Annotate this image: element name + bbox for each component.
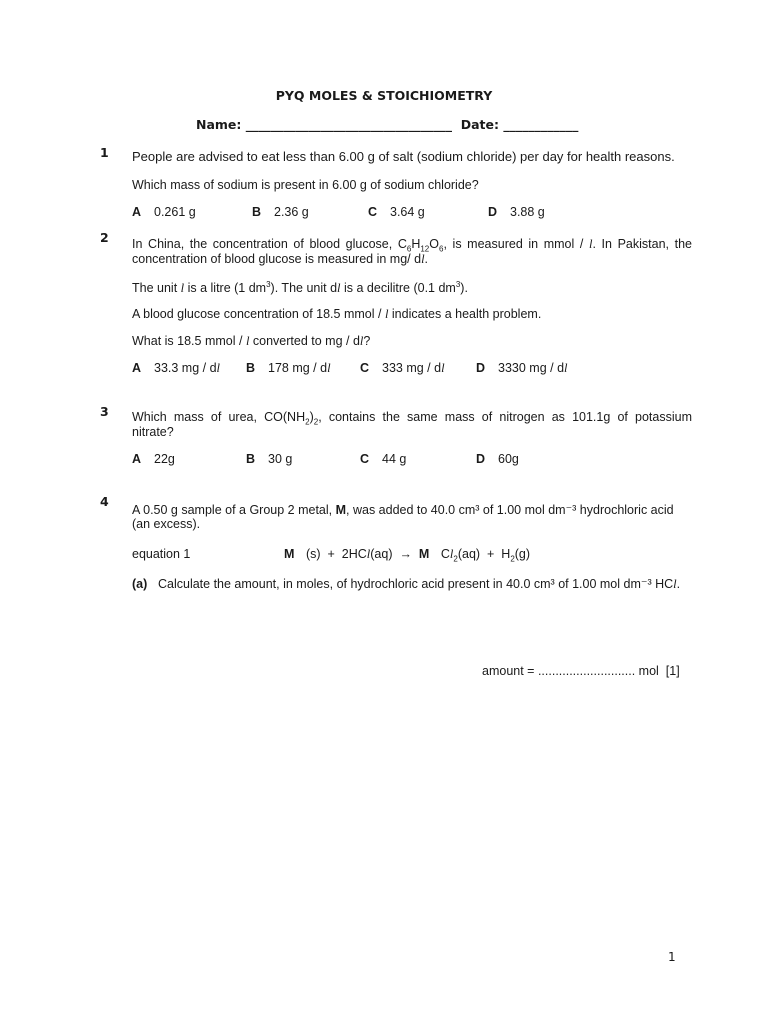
option-text: 0.261 g xyxy=(154,205,196,219)
option-letter: A xyxy=(132,361,142,375)
question-text: Which mass of sodium is present in 6.00 g of sodium chloride? xyxy=(132,178,479,192)
option-d xyxy=(488,205,545,219)
option-letter: C xyxy=(360,361,370,375)
name-label: Name: xyxy=(196,117,242,132)
date-label: Date: xyxy=(460,117,499,132)
option-text: 3.64 g xyxy=(390,205,425,219)
option-letter: C xyxy=(368,205,378,219)
option-text: 3.88 g xyxy=(510,205,545,219)
question-text: A 0.50 g sample of a Group 2 metal, M, was added to 40.0 cm³ of 1.00 mol dm⁻³ hydrochloric acid xyxy=(132,503,674,517)
option-b xyxy=(252,205,309,219)
answer-line: amount = ............................ mol [1] xyxy=(482,664,680,678)
option-a: A 33.3 mg / dl xyxy=(132,361,221,375)
option-letter: D xyxy=(476,361,486,375)
question-text: (an excess). xyxy=(132,517,201,531)
question-text: The unit l is a litre (1 $dm^3$). The unit dl is a decilitre (0.1 $dm^3$). xyxy=(132,280,468,296)
option-d: D 3330 mg / dl xyxy=(476,361,568,375)
question-text: nitrate? xyxy=(132,425,174,439)
option-b: B 30 g xyxy=(246,452,293,466)
question-number: 1 xyxy=(100,145,109,160)
page-number: 1 xyxy=(668,950,676,964)
option-c xyxy=(368,205,425,219)
question-number: 3 xyxy=(100,404,109,419)
option-c: C 44 g xyxy=(360,452,407,466)
option-letter: B xyxy=(246,361,256,375)
option-a: A 22g xyxy=(132,452,175,466)
question-number: 4 xyxy=(100,494,109,509)
chemical-equation: M (s) + 2HCl(aq) → M $Cl_2(aq) + H_2(g)$ xyxy=(284,547,531,564)
option-text: 2.36 g xyxy=(274,205,309,219)
option-d: D 60g xyxy=(476,452,519,466)
option-letter: A xyxy=(132,205,142,219)
document-title: PYQ MOLES & STOICHIOMETRY xyxy=(275,88,493,103)
option-letter: D xyxy=(488,205,498,219)
equation-label: equation 1 xyxy=(132,547,191,561)
option-b: B 178 mg / dl xyxy=(246,361,331,375)
question-text: Which mass of urea, $CO(NH_2)_2$, contains the same mass of nitrogen as 101.1g of potassium xyxy=(132,410,693,427)
question-text: concentration of blood glucose is measured in mg/ dl. xyxy=(132,252,429,266)
name-date-line xyxy=(196,117,578,132)
date-blank: ____________ xyxy=(503,117,579,132)
question-text: What is 18.5 mmol / l converted to mg / dl? xyxy=(132,334,371,348)
option-c: C 333 mg / dl xyxy=(360,361,445,375)
question-text: A blood glucose concentration of 18.5 mmol / l indicates a health problem. xyxy=(132,307,542,321)
option-letter: A xyxy=(132,452,142,466)
answer-blank[interactable]: ............................ xyxy=(537,664,636,678)
question-text: People are advised to eat less than 6.00 g of salt (sodium chloride) per day for health reasons. xyxy=(132,149,675,164)
name-blank: _________________________________ xyxy=(245,117,453,132)
question-text: In China, the concentration of blood glucose, $C_6H_{12}O_6$, is measured in mmol / l. In Pakistan, the xyxy=(132,237,692,254)
part-a-question: (a) Calculate the amount, in moles, of hydrochloric acid present in 40.0 cm³ of 1.00 mol dm⁻³ HCl. xyxy=(132,577,681,591)
option-letter: D xyxy=(476,452,486,466)
option-letter: B xyxy=(252,205,262,219)
option-letter: B xyxy=(246,452,256,466)
option-letter: C xyxy=(360,452,370,466)
option-a xyxy=(132,205,196,219)
question-number: 2 xyxy=(100,230,109,245)
